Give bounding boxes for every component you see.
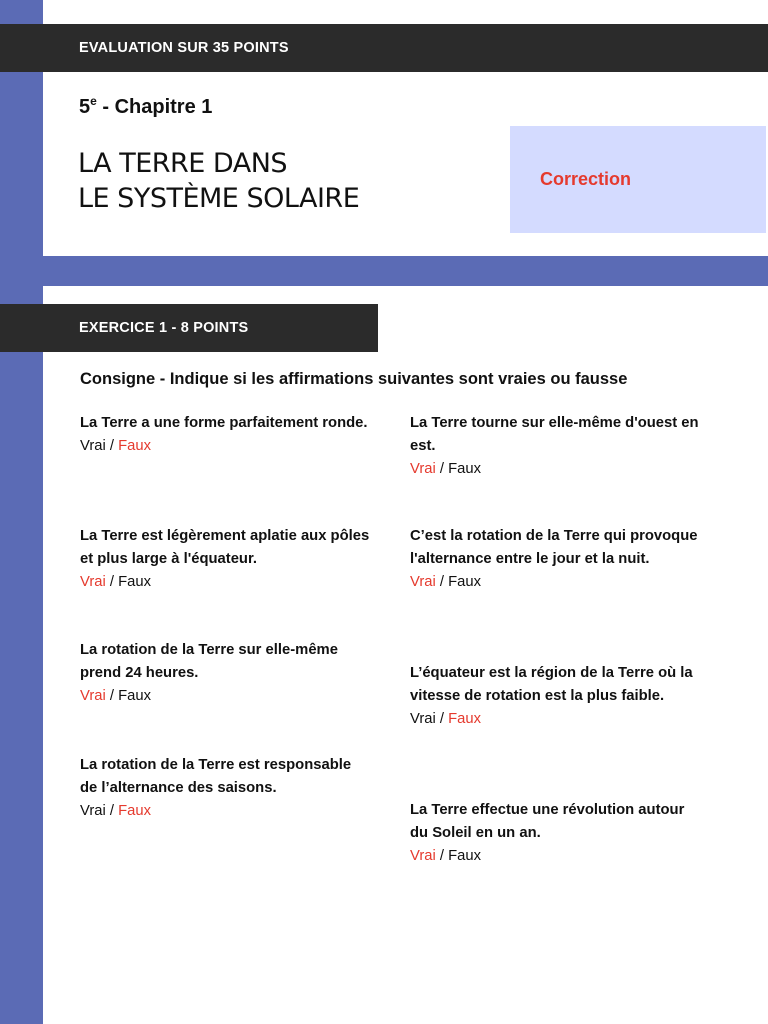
answer-separator: / [105, 688, 119, 704]
instruction: Consigne - Indique si les affirmations suivantes sont vraies ou fausse [80, 370, 628, 388]
answer-faux: Faux [118, 438, 152, 454]
chapter-ordinal-suffix: e [90, 94, 97, 108]
page-title [78, 146, 478, 216]
statement-text: La Terre est légèrement aplatie aux pôles et plus large à l'équateur. [80, 528, 370, 567]
correction-label: Correction [540, 169, 632, 189]
chapter-label [79, 96, 212, 119]
answer-line [410, 458, 700, 481]
exercise-title: EXERCICE 1 - 8 POINTS [79, 320, 249, 336]
answer-faux: Faux [118, 574, 152, 590]
answer-faux: Faux [118, 803, 152, 819]
answer-line [410, 571, 700, 594]
statement-item [410, 799, 700, 868]
answer-line [410, 708, 700, 731]
title-line-1: LA TERRE DANS [78, 148, 288, 179]
answer-line [80, 435, 370, 458]
title-line-2: LE SYSTÈME SOLAIRE [78, 183, 360, 214]
statement-text: La rotation de la Terre est responsable de l’alternance des saisons. [80, 757, 352, 796]
statement-item [80, 525, 370, 594]
evaluation-label: EVALUATION SUR 35 POINTS [79, 40, 289, 56]
exercise-banner [0, 304, 378, 352]
answer-faux: Faux [448, 461, 482, 477]
evaluation-banner [0, 24, 768, 72]
correction-box [510, 126, 766, 233]
answer-vrai: Vrai [80, 574, 106, 590]
answer-faux: Faux [448, 848, 482, 864]
statement-item [410, 525, 700, 594]
chapter-number: 5 [79, 96, 91, 118]
answer-line [80, 685, 370, 708]
statement-text: La rotation de la Terre sur elle-même prend 24 heures. [80, 642, 338, 681]
answer-faux: Faux [448, 574, 482, 590]
answer-faux: Faux [448, 711, 482, 727]
statement-item [80, 412, 370, 458]
answer-line [80, 800, 370, 823]
answer-line [410, 845, 700, 868]
statement-item [410, 662, 700, 731]
answer-vrai: Vrai [410, 574, 436, 590]
answer-separator: / [105, 574, 119, 590]
statement-text: La Terre a une forme parfaitement ronde. [80, 415, 368, 431]
statement-text: L’équateur est la région de la Terre où la vitesse de rotation est la plus faible. [410, 665, 693, 704]
answer-vrai: Vrai [410, 461, 436, 477]
statement-item [410, 412, 700, 481]
side-bar [0, 0, 43, 1024]
answer-separator: / [435, 574, 449, 590]
answer-line [80, 571, 370, 594]
statement-text: C’est la rotation de la Terre qui provoque l'alternance entre le jour et la nuit. [410, 528, 698, 567]
statement-text: La Terre effectue une révolution autour du Soleil en un an. [410, 802, 685, 841]
statement-item [80, 639, 370, 708]
answer-vrai: Vrai [80, 688, 106, 704]
answer-vrai: Vrai [410, 848, 436, 864]
divider-band [0, 256, 768, 286]
chapter-text: - Chapitre 1 [96, 96, 213, 118]
answer-vrai: Vrai [410, 711, 436, 727]
answer-separator: / [435, 461, 449, 477]
statement-item [80, 754, 370, 823]
statement-text: La Terre tourne sur elle-même d'ouest en est. [410, 415, 699, 454]
answer-separator: / [435, 848, 449, 864]
answer-vrai: Vrai [80, 438, 106, 454]
answer-separator: / [105, 438, 119, 454]
answer-vrai: Vrai [80, 803, 106, 819]
answer-separator: / [435, 711, 449, 727]
answer-faux: Faux [118, 688, 152, 704]
answer-separator: / [105, 803, 119, 819]
